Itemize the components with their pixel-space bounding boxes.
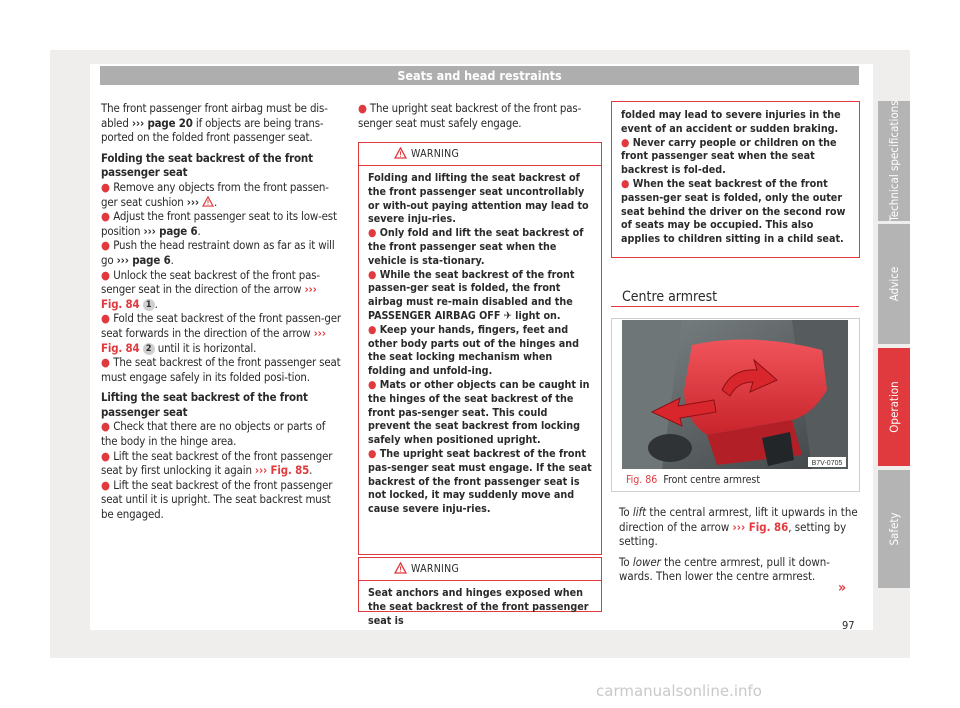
- lift-paragraph: To lift the central armrest, lift it upwards in the direction of the arrow ››› Fig. 86, setting by setting.: [619, 505, 858, 549]
- warning-triangle-icon: [394, 147, 407, 159]
- list-item: ● Check that there are no objects or parts of the body in the hinge area.: [101, 419, 326, 449]
- armrest-photo: [622, 320, 848, 469]
- warning-title: WARNING: [359, 143, 601, 166]
- warning-list: [621, 136, 851, 246]
- lifting-list: [101, 419, 341, 521]
- column-left: [101, 101, 341, 522]
- page-header: Seats and head restraints: [100, 66, 859, 85]
- list-item: ● Only fold and lift the seat backrest of the front passenger seat when the vehicle is sta-tionary.: [368, 226, 584, 267]
- folding-heading: Folding the seat backrest of the front passenger seat: [101, 150, 313, 180]
- list-item: ● Keep your hands, fingers, feet and other body parts out of the hinges and the seat locking mechanism when folding and unfold-ing.: [368, 322, 579, 378]
- warning-box-continued: [611, 101, 860, 258]
- reference-link[interactable]: ››› Fig. 85: [254, 463, 310, 478]
- lower-paragraph: To lower the centre armrest, pull it down-wards. Then lower the centre armrest.: [619, 554, 830, 584]
- column-middle: [358, 101, 601, 130]
- tab-safety[interactable]: Safety: [878, 470, 910, 588]
- list-item: ● When the seat backrest of the front passen-ger seat is folded, only the outer seat behind the driver on the second row of seats may be occupied. This also applies to children sitting in a child seat.: [621, 176, 846, 246]
- tab-technical-specifications[interactable]: Technical specifications: [878, 101, 910, 221]
- folding-list: [101, 180, 341, 384]
- tab-operation[interactable]: Operation: [878, 348, 910, 466]
- list-item: ● Remove any objects from the front passen-ger seat cushion ››› .: [101, 179, 329, 209]
- figure-caption: Fig. 86 Front centre armrest: [626, 474, 761, 486]
- callout-number: 1: [143, 299, 155, 311]
- lifting-heading: Lifting the seat backrest of the front passenger seat: [101, 390, 308, 419]
- list-item: ● The upright seat backrest of the front pas-senger seat must safely engage.: [358, 101, 582, 130]
- callout-number: 2: [143, 343, 155, 355]
- list-item: ● While the seat backrest of the front passen-ger seat is folded, the front airbag must re-main disabled and the PASSENGER AIRBAG OFF ✈ light on.: [368, 267, 575, 322]
- intro-paragraph: The front passenger front airbag must be dis-abled ››› page 20 if objects are being trans-ported on the folded front passenger seat.: [101, 101, 328, 145]
- watermark: carmanualsonline.info: [596, 682, 762, 700]
- warning-triangle-icon: [394, 562, 407, 574]
- list-item: ● The seat backrest of the front passenger seat must engage safely in its folded posi-tion.: [101, 355, 341, 384]
- reference-link[interactable]: ››› Fig. 84: [101, 325, 326, 355]
- page-number: 97: [842, 619, 855, 632]
- figure-code: B7V-0705: [811, 460, 843, 467]
- list-item: ● Unlock the seat backrest of the front pas-senger seat in the direction of the arrow ››› Fig. 84 1 .: [101, 267, 320, 311]
- tab-advice[interactable]: Advice: [878, 224, 910, 344]
- warning-intro: Folding and lifting the seat backrest of the front passenger seat uncontrollably or with-out paying attention may lead to severe inju-ries.: [368, 171, 589, 226]
- warning-title-2: WARNING: [359, 558, 601, 581]
- list-item: ● Lift the seat backrest of the front passenger seat until it is upright. The seat backrest must be engaged.: [101, 477, 333, 522]
- warning-list: [368, 226, 593, 516]
- continue-mark: »: [838, 580, 847, 596]
- list-item: ● Mats or other objects can be caught in the hinges of the seat backrest of the front pas-senger seat. This could prevent the seat backrest from locking safely when positioned upright.: [368, 377, 590, 447]
- warning-triangle-icon: [202, 196, 214, 207]
- figure-86: [611, 318, 860, 492]
- list-item: ● Adjust the front passenger seat to its low-est position ››› page 6.: [101, 209, 337, 238]
- warning-continued-text: folded may lead to severe injuries in the event of an accident or sudden braking.: [621, 108, 841, 135]
- warning-box-2: [358, 557, 602, 627]
- list-item: ● Fold the seat backrest of the front passen-ger seat forwards in the direction of the arrow ››› Fig. 84 2 until it is horizontal.: [101, 311, 341, 355]
- list-item: ● The upright seat backrest of the front pas-senger seat must engage. If the seat backrest of the front passenger seat is not locked, it may suddenly move and cause severe inju-ries.: [368, 446, 592, 516]
- warning-text: Seat anchors and hinges exposed when the seat backrest of the front passenger seat is: [368, 586, 589, 627]
- list-item: ● Lift the seat backrest of the front passenger seat by first unlocking it again ››› Fig. 85.: [101, 448, 333, 478]
- figure-link[interactable]: ››› Fig. 86: [732, 519, 789, 534]
- armrest-text: [619, 505, 859, 584]
- list-item: ● Never carry people or children on the front passenger seat when the seat backrest is fol-ded.: [621, 135, 837, 177]
- reference-link[interactable]: ››› page 6: [143, 223, 198, 238]
- reference-link[interactable]: ››› page 6: [116, 252, 171, 267]
- section-divider: [611, 306, 859, 307]
- reference-link[interactable]: ››› Fig. 84: [101, 282, 317, 311]
- section-title: Centre armrest: [622, 289, 718, 305]
- warning-box: [358, 142, 602, 555]
- list-item: ● Push the head restraint down as far as it will go ››› page 6.: [101, 238, 335, 267]
- reference-link[interactable]: ›››: [186, 194, 199, 209]
- page-link[interactable]: ››› page 20: [131, 115, 193, 130]
